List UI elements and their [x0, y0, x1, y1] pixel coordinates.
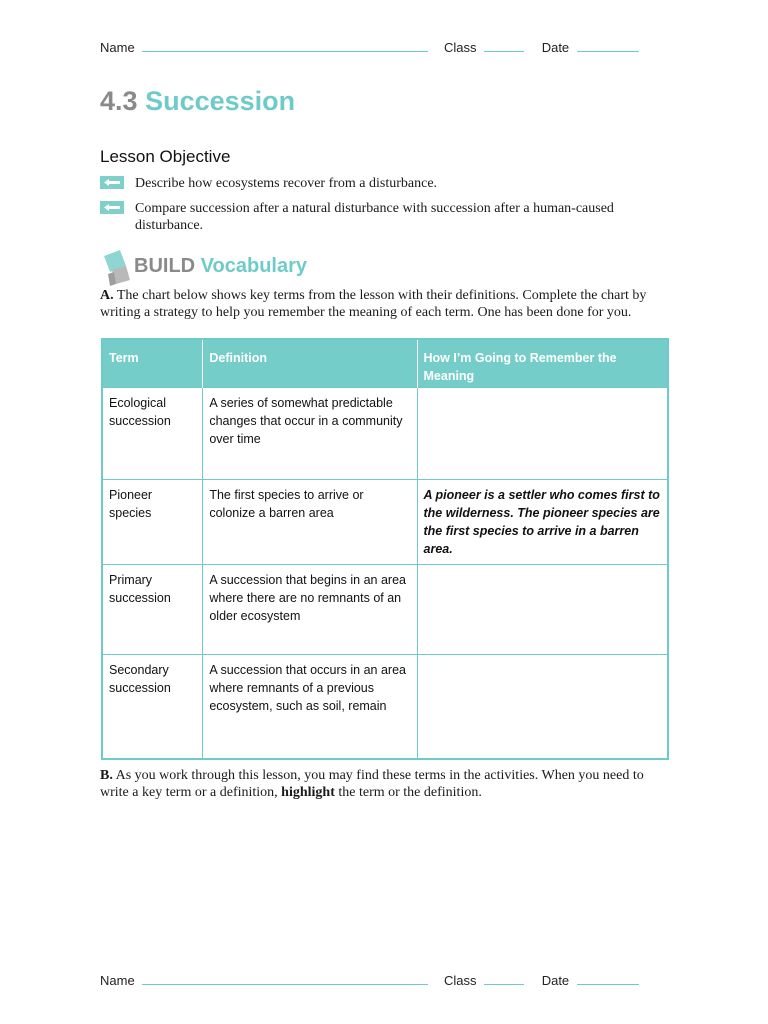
objective-item: [100, 175, 660, 192]
part-a-instructions: [100, 287, 670, 321]
part-a-label: A.: [100, 288, 114, 303]
vocabulary-table: [101, 338, 669, 760]
definition-cell: A succession that occurs in an area where remnants of a previous ecosystem, such as soil, remain: [203, 655, 417, 759]
table-row: [102, 388, 668, 480]
part-b-text: As you work through this lesson, you may find these terms in the activities. When you need to write a key term or a definition,: [100, 768, 644, 800]
part-a-text: The chart below shows key terms from the lesson with their definitions. Complete the chart by writing a strategy to help you remember the meaning of each term. One has been done for you.: [100, 288, 647, 320]
class-label: Class: [443, 40, 477, 55]
build-icon: [100, 250, 134, 290]
class-field[interactable]: [484, 39, 524, 52]
part-b-text-end: the term or the definition.: [338, 785, 482, 800]
objective-text: Describe how ecosystems recover from a disturbance.: [135, 176, 438, 191]
term-cell: Ecological succession: [102, 388, 203, 480]
table-row: [102, 655, 668, 759]
header-name-bar: [100, 39, 639, 55]
date-field[interactable]: [577, 39, 639, 52]
lesson-objective-heading: Lesson Objective: [100, 147, 231, 166]
class-field[interactable]: [484, 972, 524, 985]
name-label: Name: [100, 973, 135, 988]
table-row: [102, 480, 668, 565]
definition-cell: The first species to arrive or colonize a barren area: [203, 480, 417, 565]
term-cell: Pioneer species: [102, 480, 203, 565]
name-field[interactable]: [142, 39, 428, 52]
table-row: [102, 565, 668, 655]
name-field[interactable]: [142, 972, 428, 985]
section-number: 4.3: [100, 86, 138, 116]
class-label: Class: [443, 973, 477, 988]
objective-arrow-icon: [100, 201, 124, 214]
term-cell: Primary succession: [102, 565, 203, 655]
page-title: [100, 86, 295, 117]
part-b-instructions: [100, 767, 670, 801]
build-word: BUILD: [134, 255, 196, 277]
vocabulary-word: Vocabulary: [200, 255, 308, 277]
highlight-word: highlight: [281, 785, 335, 800]
section-title: Succession: [145, 86, 296, 116]
name-label: Name: [100, 40, 135, 55]
strategy-cell: A pioneer is a settler who comes first to the wilderness. The pioneer species are the first species to arrive in a barren area.: [417, 480, 668, 565]
strategy-cell[interactable]: [417, 565, 668, 655]
column-header-remember: How I’m Going to Remember the Meaning: [417, 339, 668, 388]
definition-cell: A series of somewhat predictable changes that occur in a community over time: [203, 388, 417, 480]
date-label: Date: [541, 40, 570, 55]
column-header-definition: Definition: [203, 339, 417, 388]
objective-item: [100, 200, 660, 234]
column-header-term: Term: [102, 339, 203, 388]
term-cell: Secondary succession: [102, 655, 203, 759]
date-label: Date: [541, 973, 570, 988]
footer-name-bar: [100, 972, 639, 988]
objective-arrow-icon: [100, 176, 124, 189]
date-field[interactable]: [577, 972, 639, 985]
part-b-label: B.: [100, 768, 113, 783]
strategy-cell[interactable]: [417, 655, 668, 759]
objective-text: Compare succession after a natural disturbance with succession after a human-caused disturbance.: [135, 201, 614, 233]
table-header-row: [102, 339, 668, 388]
definition-cell: A succession that begins in an area where there are no remnants of an older ecosystem: [203, 565, 417, 655]
strategy-cell[interactable]: [417, 388, 668, 480]
